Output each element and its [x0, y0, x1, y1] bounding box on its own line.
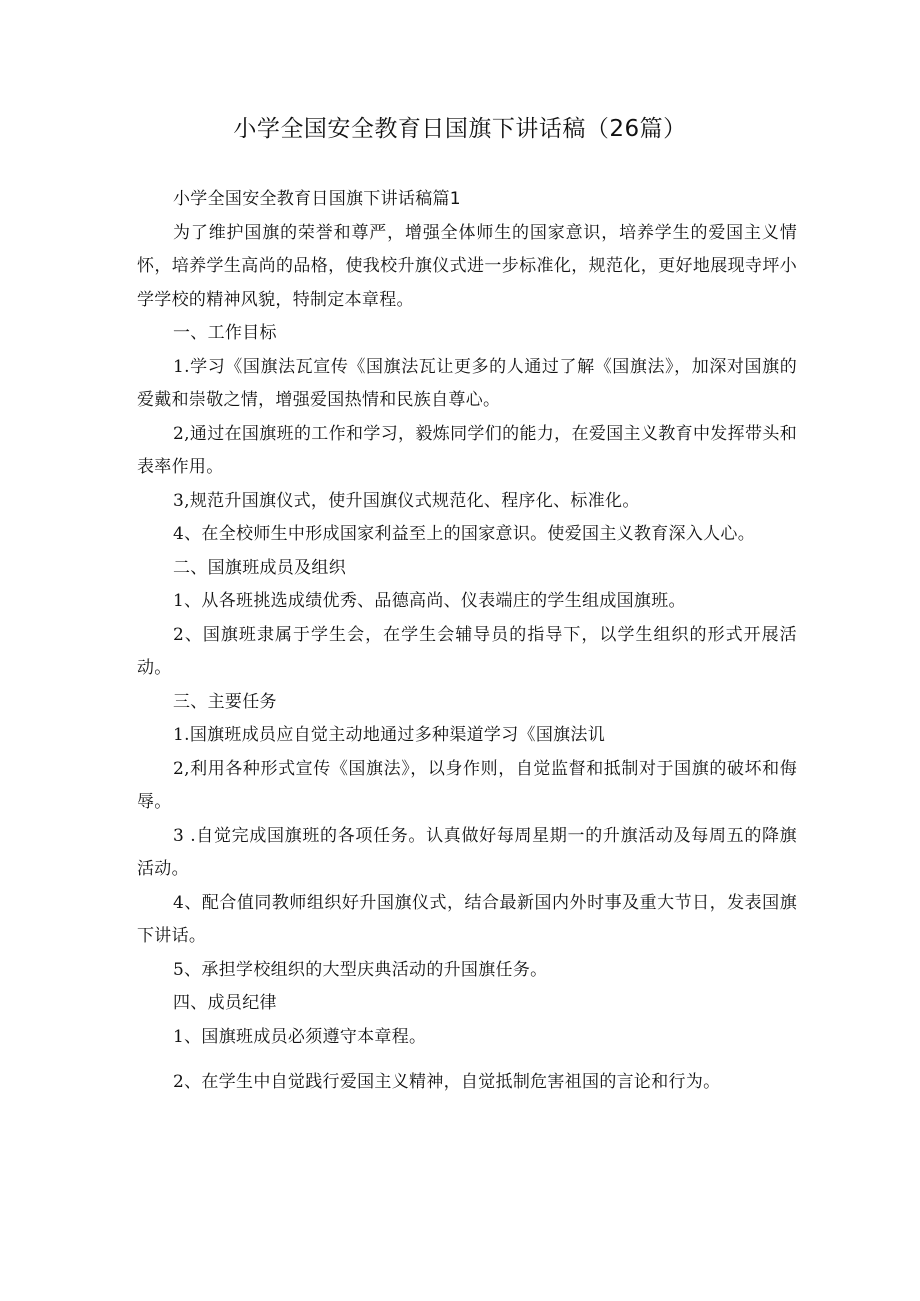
paragraph-spacer — [137, 1054, 797, 1066]
section-heading: 二、国旗班成员及组织 — [173, 557, 346, 578]
paragraph: 2、国旗班隶属于学生会，在学生会辅导员的指导下，以学生组织的形式开展活动。 — [137, 624, 797, 678]
paragraph: 5、承担学校组织的大型庆典活动的升国旗任务。 — [173, 959, 548, 980]
paragraph: 1、国旗班成员必须遵守本章程。 — [173, 1026, 427, 1047]
section-heading: 一、工作目标 — [173, 323, 277, 343]
paragraph: 1、从各班挑选成绩优秀、品德高尚、仪表端庄的学生组成国旗班。 — [173, 591, 686, 611]
document-title: 小学全国安全教育日国旗下讲话稿（26篇） — [233, 116, 687, 142]
document-body — [137, 183, 797, 1100]
paragraph: 为了维护国旗的荣誉和尊严，增强全体师生的国家意识，培养学生的爱国主义情怀，培养学生高尚的品格，使我校升旗仪式进一步标准化，规范化，更好地展现寺坪小学学校的精神风貌，特制定本章程。 — [137, 222, 797, 310]
paragraph: 2,通过在国旗班的工作和学习，毅炼同学们的能力，在爱国主义教育中发挥带头和表率作用。 — [137, 423, 797, 477]
section-heading: 四、成员纪律 — [173, 993, 277, 1013]
paragraph: 4、配合值同教师组织好升国旗仪式，结合最新国内外时事及重大节日，发表国旗下讲话。 — [137, 892, 797, 946]
paragraph: 3,规范升国旗仪式，使升国旗仪式规范化、程序化、标准化。 — [173, 490, 640, 511]
paragraph: 1.学习《国旗法瓦宣传《国旗法瓦让更多的人通过了解《国旗法》，加深对国旗的爱戴和崇敬之情，增强爱国热情和民族自尊心。 — [137, 356, 797, 410]
section-heading: 三、主要任务 — [173, 691, 277, 712]
paragraph: 1.国旗班成员应自觉主动地通过多种渠道学习《国旗法讥 — [173, 725, 606, 745]
paragraph: 3 .自觉完成国旗班的各项任务。认真做好每周星期一的升旗活动及每周五的降旗活动。 — [137, 825, 797, 879]
paragraph: 4、在全校师生中形成国家利益至上的国家意识。使爱国主义教育深入人心。 — [173, 524, 756, 544]
paragraph: 2,利用各种形式宣传《国旗法》，以身作则，自觉监督和抵制对于国旗的破坏和侮辱。 — [137, 758, 797, 812]
paragraph: 2、在学生中自觉践行爱国主义精神，自觉抵制危害祖国的言论和行为。 — [173, 1072, 721, 1092]
section-heading: 小学全国安全教育日国旗下讲话稿篇1 — [173, 189, 461, 209]
